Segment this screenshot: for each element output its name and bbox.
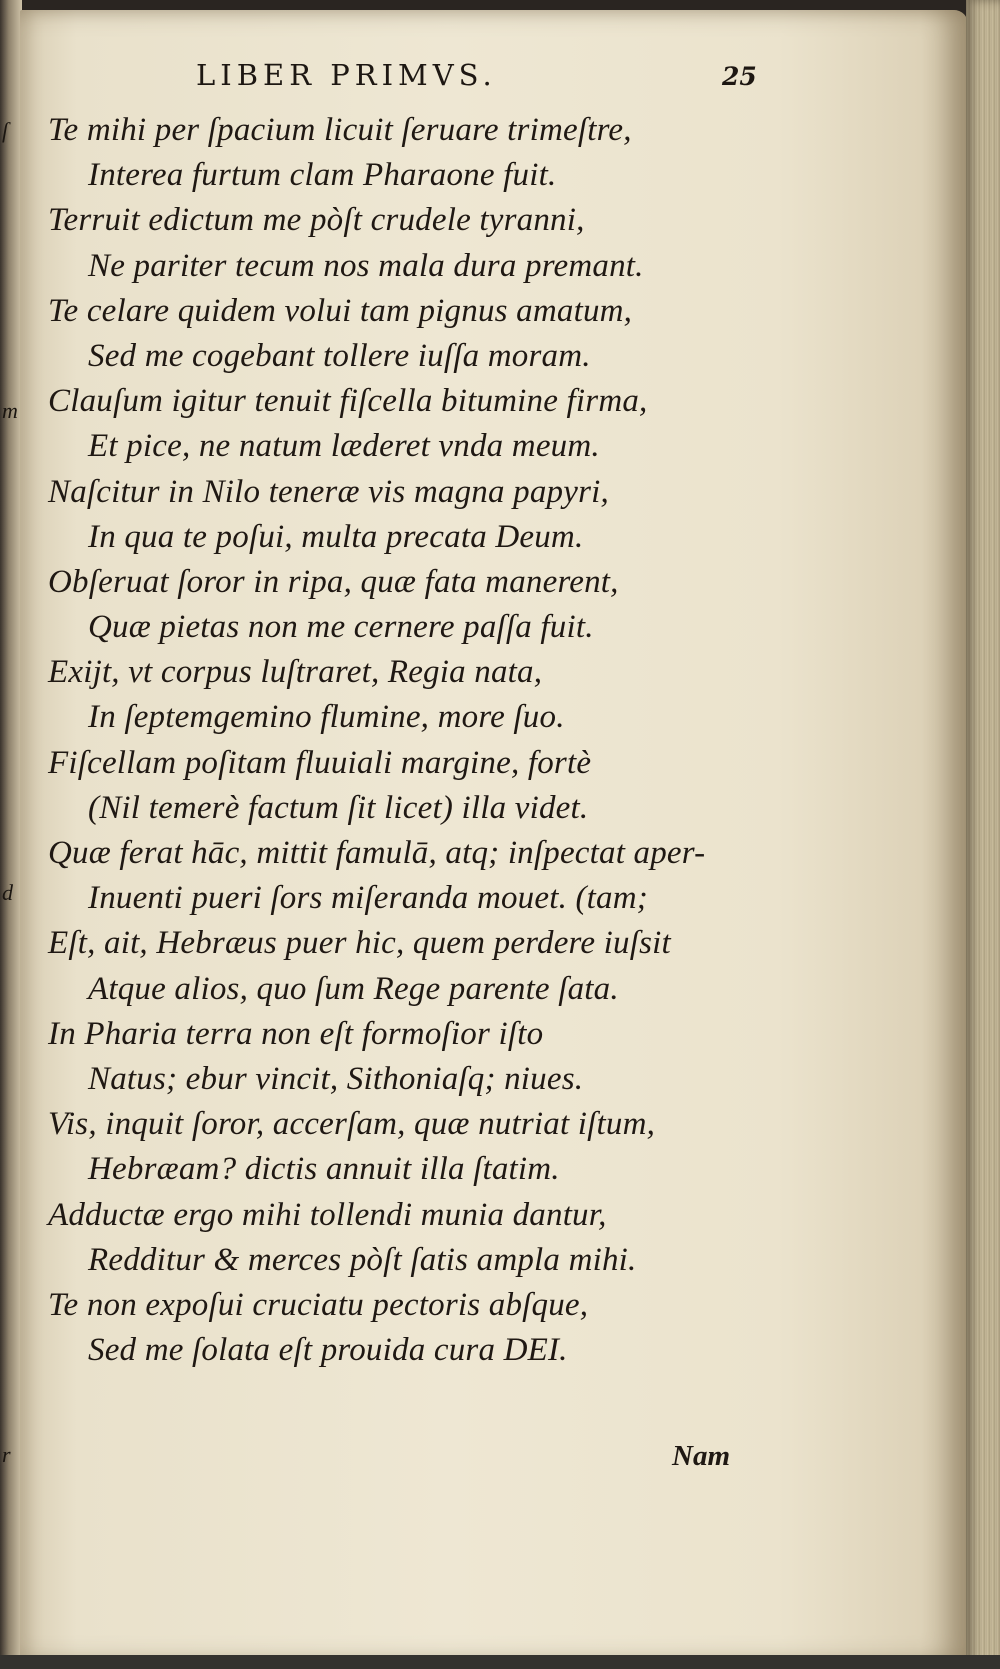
running-head-title: LIBER PRIMVS. (196, 58, 497, 92)
offset-mark: m (2, 398, 18, 423)
verse-line: Obſeruat ſoror in ripa, quæ fata manerent, (48, 563, 619, 600)
verse-line: Redditur & merces pòſt ſatis ampla mihi. (88, 1241, 637, 1278)
verse-line: In qua te poſui, multa precata Deum. (88, 518, 584, 555)
verse-line: Te mihi per ſpacium licuit ſeruare trimeſtre, (48, 112, 632, 148)
verse-line: Interea furtum clam Pharaone fuit. (88, 157, 557, 194)
offset-mark: ſ (2, 118, 9, 143)
verse-line: Sed me ſolata eſt prouida cura DEI. (88, 1332, 568, 1369)
verse-line: Et pice, ne natum læderet vnda meum. (88, 428, 600, 465)
verse-line: Vis, inquit ſoror, accerſam, quæ nutriat iſtum, (48, 1106, 656, 1143)
verse-line: In Pharia terra non eſt formoſior iſto (48, 1015, 544, 1052)
verse-line: Sed me cogebant tollere iuſſa moram. (88, 337, 591, 374)
verse-line: Ne pariter tecum nos mala dura premant. (88, 247, 644, 284)
verse-line: Fiſcellam poſitam fluuiali margine, fortè (48, 744, 592, 781)
verse-line: Natus; ebur vincit, Sithoniaſq; niues. (88, 1060, 584, 1097)
verse-line: Terruit edictum me pòſt crudele tyranni, (48, 202, 585, 239)
offset-mark: d (2, 880, 13, 905)
verse-text (48, 108, 948, 1373)
page-number: 25 (722, 62, 757, 91)
verse-line: Eſt, ait, Hebræus puer hic, quem perdere iuſsit (48, 925, 671, 962)
verse-line: In ſeptemgemino flumine, more ſuo. (88, 699, 565, 736)
verse-line: Naſcitur in Nilo teneræ vis magna papyri, (48, 473, 609, 510)
verse-line: Adductæ ergo mihi tollendi munia dantur, (48, 1196, 607, 1233)
verse-line: Exijt, vt corpus luſtraret, Regia nata, (48, 654, 543, 691)
verse-line: Inuenti pueri ſors miſeranda mouet. (tam; (88, 880, 648, 917)
verse-line: Hebræam? dictis annuit illa ſtatim. (88, 1151, 560, 1188)
verse-line: Clauſum igitur tenuit fiſcella bitumine firma, (48, 383, 648, 420)
catchword: Nam (672, 1440, 730, 1472)
page-fore-edge (966, 0, 1000, 1669)
verse-line: Quæ pietas non me cernere paſſa fuit. (88, 609, 594, 646)
verse-line: Te non expoſui cruciatu pectoris abſque, (48, 1286, 589, 1323)
verse-line: Te celare quidem volui tam pignus amatum, (48, 292, 633, 329)
running-head (0, 58, 1000, 98)
offset-mark: r (2, 1442, 11, 1467)
book-gutter (0, 0, 22, 1669)
verse-line: (Nil temerè factum ſit licet) illa videt. (88, 789, 589, 826)
scan-bottom-edge (0, 1655, 1000, 1669)
verse-line: Atque alios, quo ſum Rege parente ſata. (88, 970, 619, 1007)
verse-line: Quæ ferat hāc, mittit famulā, atq; inſpectat aper- (48, 835, 706, 871)
